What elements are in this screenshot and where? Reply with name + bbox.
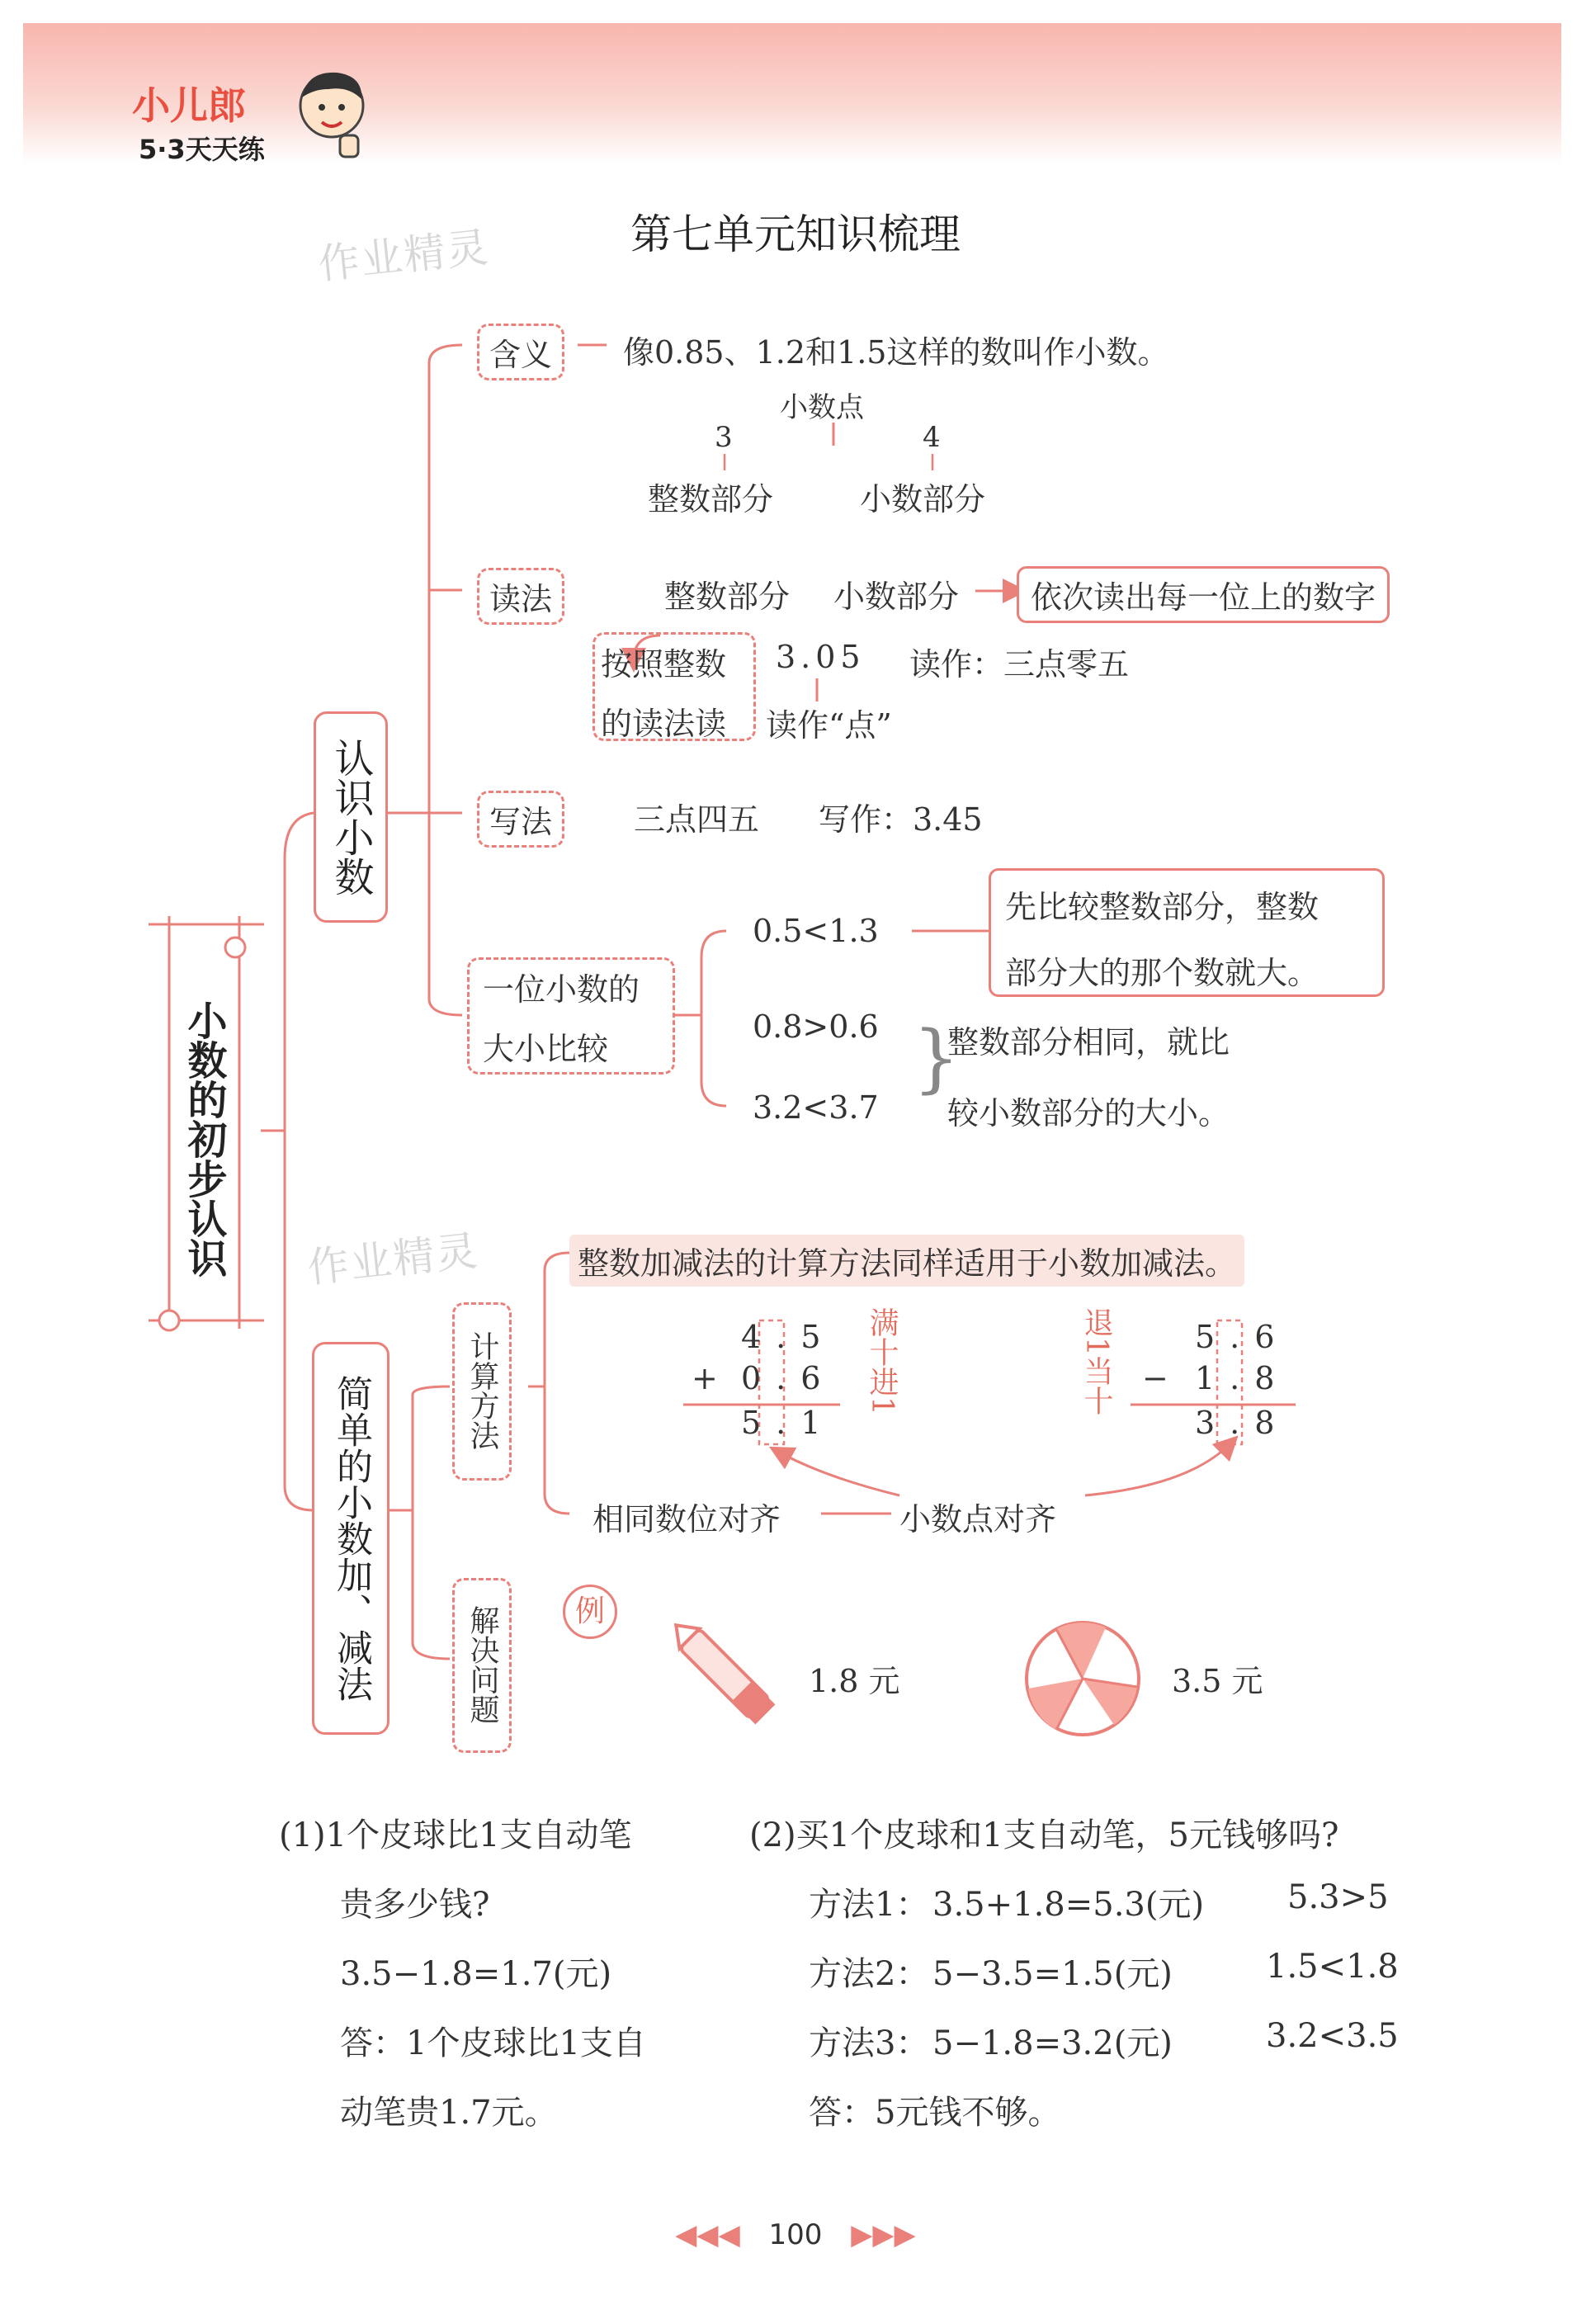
reading-rule-left-2: 的读法读	[601, 706, 727, 742]
branch-label: 认识小数	[328, 738, 374, 896]
tag-reading: 读法	[477, 568, 564, 625]
compare-note1-line2: 部分大的那个数就大。	[1005, 955, 1320, 991]
q2-answer: 答：5元钱不够。	[809, 2094, 1061, 2132]
reading-example-number: 3.05	[776, 639, 866, 675]
q1-line2: 贵多少钱?	[340, 1886, 490, 1924]
compare-tag-2: 大小比较	[483, 1031, 609, 1067]
reading-decimal-part: 小数部分	[833, 579, 960, 615]
main-topic-label: 小数的初步认识	[181, 1000, 227, 1278]
watermark: 作业精灵	[305, 1226, 481, 1292]
writing-example-words: 三点四五	[634, 801, 760, 838]
ball-price: 3.5 元	[1172, 1663, 1263, 1699]
compare-brace: }	[913, 1015, 961, 1102]
sub-result: 3.8	[1195, 1405, 1290, 1441]
method-rule-text: 整数加减法的计算方法同样适用于小数加减法。	[578, 1245, 1237, 1282]
tag-writing: 写法	[477, 791, 564, 848]
ball-icon	[1023, 1619, 1142, 1738]
tag-method-label: 计算方法	[465, 1331, 499, 1450]
carry-note	[863, 1307, 899, 1415]
method-rule	[569, 1235, 1244, 1287]
compare-ex1: 0.5<1.3	[753, 913, 879, 949]
q2-line1: (2)买1个皮球和1支自动笔，5元钱够吗?	[749, 1816, 1339, 1854]
pen-price: 1.8 元	[809, 1663, 900, 1699]
reading-rule: 依次读出每一位上的数字	[1017, 566, 1390, 623]
method3-calc: 5−1.8=3.2(元)	[932, 2024, 1173, 2062]
example-badge-text: 例	[574, 1594, 605, 1628]
watermark: 作业精灵	[315, 223, 492, 289]
add-bottom: 0.6	[741, 1360, 836, 1396]
sub-top: 5.6	[1195, 1319, 1290, 1355]
method1-label: 方法1：	[809, 1886, 929, 1924]
sub-bottom: 1.8	[1195, 1360, 1290, 1396]
method3-label: 方法3：	[809, 2024, 929, 2062]
tag-problem-label: 解决问题	[465, 1605, 499, 1724]
branch-recognize-decimals	[314, 711, 388, 923]
next-arrows-icon: ▶▶▶	[851, 2218, 916, 2251]
method2-calc: 5−3.5=1.5(元)	[932, 1955, 1173, 1993]
brand-name: 小儿郎	[132, 83, 246, 128]
method3-compare: 3.2<3.5	[1266, 2017, 1399, 2055]
align-point: 小数点对齐	[899, 1501, 1057, 1538]
page-title: 第七单元知识梳理	[630, 210, 961, 258]
reading-rule-left-1: 按照整数	[601, 646, 727, 683]
integer-part-label: 整数部分	[648, 481, 774, 517]
carry-note-text: 满十进1	[865, 1307, 899, 1415]
decimal-part-label: 小数部分	[860, 481, 986, 517]
series-name: 5·3天天练	[139, 134, 265, 165]
tag-meaning: 含义	[477, 324, 564, 380]
compare-tag-1: 一位小数的	[483, 971, 640, 1008]
borrow-note-text: 退1当十	[1079, 1307, 1113, 1415]
compare-ex3: 3.2<3.7	[753, 1089, 879, 1126]
method2-compare: 1.5<1.8	[1266, 1948, 1399, 1986]
meaning-text: 像0.85、1.2和1.5这样的数叫作小数。	[623, 334, 1169, 371]
pen-icon	[668, 1618, 792, 1741]
add-top: 4.5	[741, 1319, 836, 1355]
compare-note1-line1: 先比较整数部分，整数	[1005, 889, 1320, 925]
method2-label: 方法2：	[809, 1955, 929, 1993]
q1-line1: (1)1个皮球比1支自动笔	[279, 1816, 632, 1854]
digit-left: 3	[715, 421, 733, 454]
method1-calc: 3.5+1.8=5.3(元)	[932, 1886, 1205, 1924]
page-footer	[0, 2218, 1591, 2251]
branch-label: 简单的小数加、减法	[330, 1375, 372, 1702]
reading-point-note: 读作“点”	[766, 707, 892, 744]
branch-add-subtract	[312, 1342, 389, 1735]
main-topic	[177, 957, 231, 1320]
borrow-note	[1078, 1307, 1114, 1415]
q1-calc: 3.5−1.8=1.7(元)	[340, 1955, 612, 1993]
q1-answer-2: 动笔贵1.7元。	[340, 2094, 558, 2132]
method1-compare: 5.3>5	[1287, 1878, 1389, 1916]
point-label: 小数点	[780, 391, 864, 424]
add-sign: +	[692, 1360, 718, 1396]
prev-arrows-icon: ◀◀◀	[675, 2218, 740, 2251]
add-result: 5.1	[741, 1405, 836, 1441]
compare-ex2: 0.8>0.6	[753, 1008, 879, 1045]
align-rule: 相同数位对齐	[592, 1501, 781, 1538]
q1-answer-1: 答：1个皮球比1支自	[340, 2024, 646, 2062]
compare-note2-line2: 较小数部分的大小。	[947, 1095, 1230, 1131]
writing-example-written: 写作：3.45	[819, 801, 983, 838]
page-number: 100	[768, 2218, 823, 2251]
sub-sign: −	[1142, 1360, 1168, 1396]
reading-example-reading: 读作：三点零五	[909, 646, 1130, 683]
tag-method	[452, 1302, 512, 1481]
compare-note2-line1: 整数部分相同，就比	[947, 1024, 1230, 1060]
tag-problem	[452, 1578, 512, 1753]
digit-right: 4	[923, 421, 941, 454]
example-badge	[563, 1585, 617, 1639]
reading-integer-part: 整数部分	[664, 579, 791, 615]
